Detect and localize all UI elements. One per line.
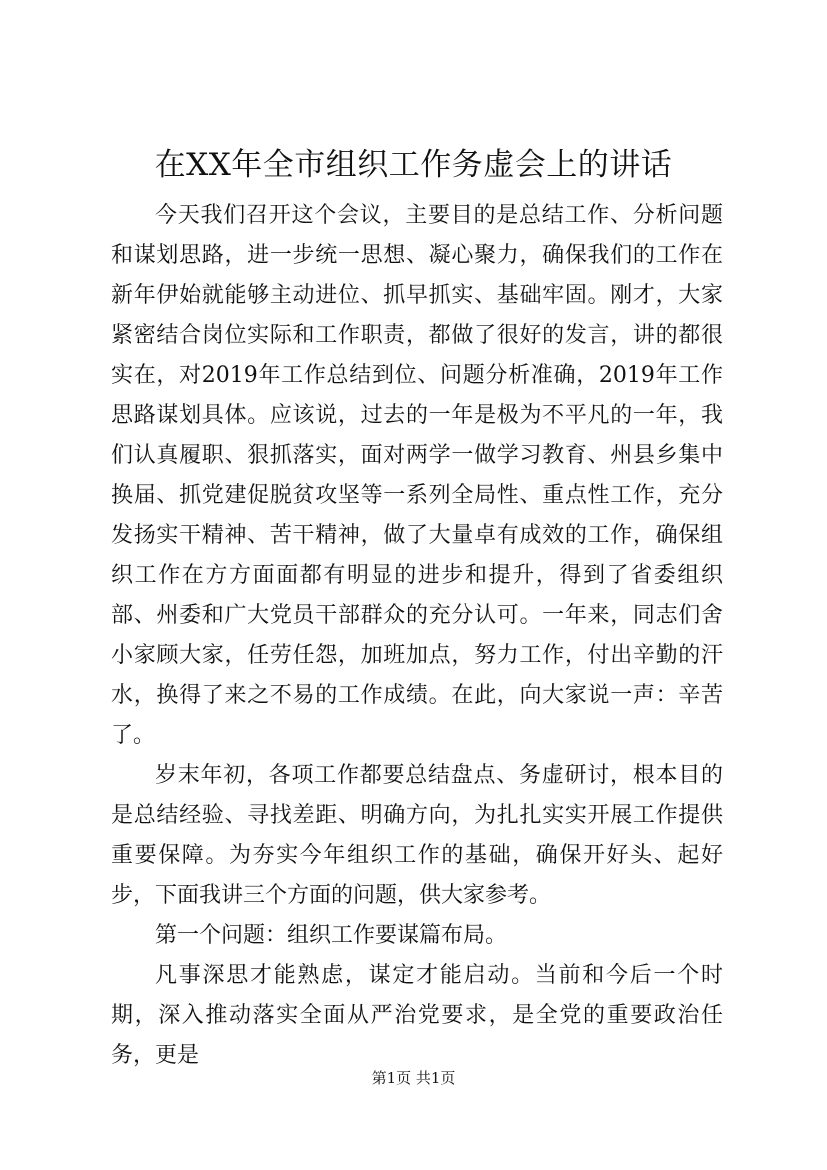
- document-title: 在XX年全市组织工作务虚会上的讲话: [154, 147, 673, 183]
- paragraph: 凡事深思才能熟虑，谋定才能启动。当前和今后一个时期，深入推动落实全面从严治党要求，是全党的重要政治任务，更是: [111, 963, 723, 1068]
- page-footer: 第1页 共1页: [371, 1069, 456, 1087]
- paragraph: 岁末年初，各项工作都要总结盘点、务虚研讨，根本目的是总结经验、寻找差距、明确方向，为扎扎实实开展工作提供重要保障。为夯实今年组织工作的基础，确保开好头、起好步，下面我讲三个方面的问题，供大家参考。: [111, 763, 723, 908]
- paragraph: 今天我们召开这个会议，主要目的是总结工作、分析问题和谋划思路，进一步统一思想、凝心聚力，确保我们的工作在新年伊始就能够主动进位、抓早抓实、基础牢固。刚才，大家紧密结合岗位实际和工作职责，都做了很好的发言，讲的都很实在，对2019年工作总结到位、问题分析准确，2019年工作思路谋划具体。应该说，过去的一年是极为不平凡的一年，我们认真履职、狠抓落实，面对两学一做学习教育、州县乡集中换届、抓党建促脱贫攻坚等一系列全局性、重点性工作，充分发扬实干精神、苦干精神，做了大量卓有成效的工作，确保组织工作在方方面面都有明显的进步和提升，得到了省委组织部、州委和广大党员干部群众的充分认可。一年来，同志们舍小家顾大家，任劳任怨，加班加点，努力工作，付出辛勤的汗水，换得了来之不易的工作成绩。在此，向大家说一声：辛苦了。: [111, 203, 723, 748]
- paragraph: 第一个问题：组织工作要谋篇布局。: [155, 923, 508, 948]
- document-body: [111, 196, 723, 1076]
